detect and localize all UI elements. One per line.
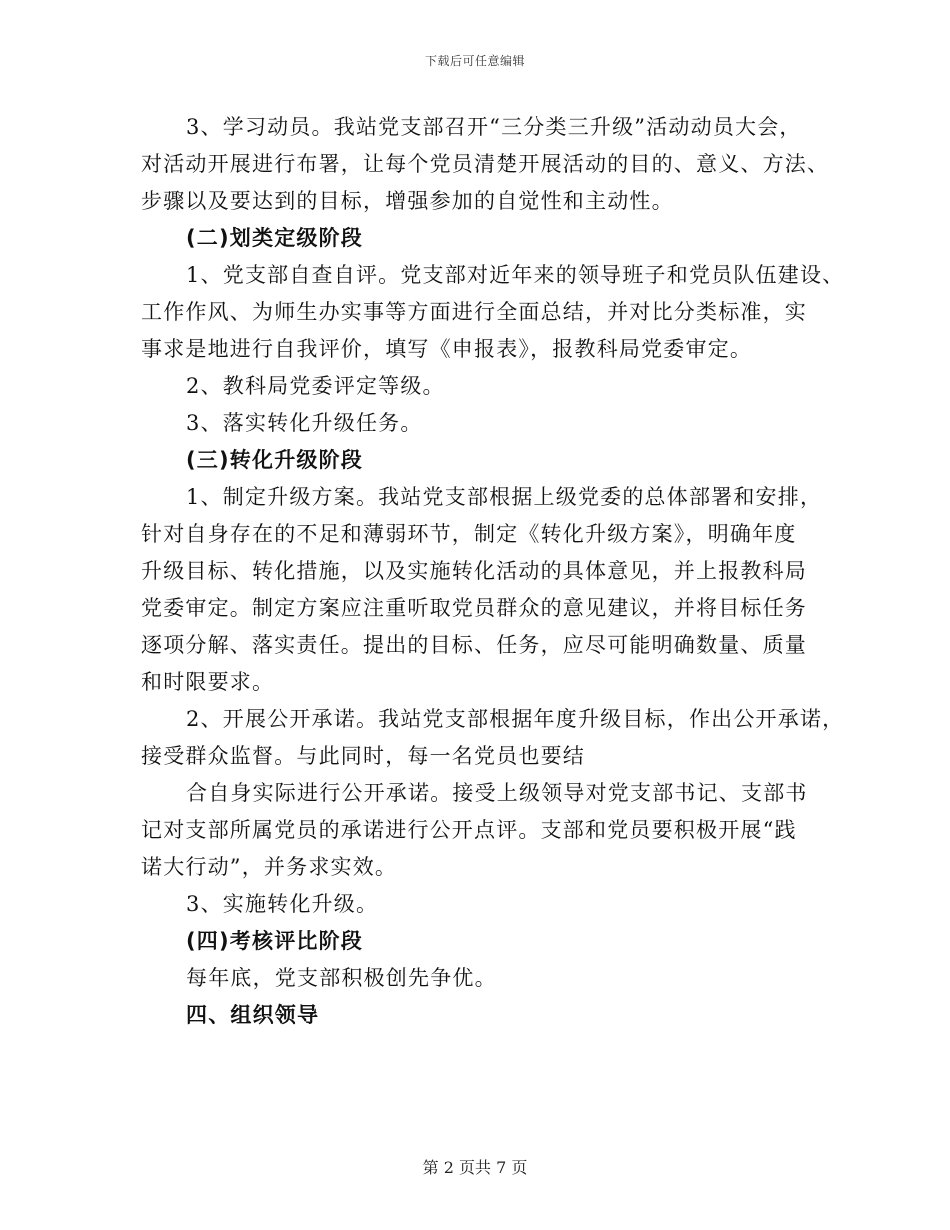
paragraph-line: 工作作风、为师生办实事等方面进行全面总结，并对比分类标准，实 bbox=[141, 300, 807, 324]
page-header: 下载后可任意编辑 bbox=[424, 54, 525, 68]
paragraph-line: 3、学习动员。我站党支部召开“三分类三升级”活动动员大会， bbox=[186, 115, 802, 139]
paragraph-line: 和时限要求。 bbox=[141, 670, 275, 694]
paragraph-line: 每年底，党支部积极创先争优。 bbox=[186, 966, 497, 990]
paragraph-line: 2、开展公开承诺。我站党支部根据年度升级目标，作出公开承诺， bbox=[186, 707, 845, 731]
paragraph-line: 升级目标、转化措施，以及实施转化活动的具体意见，并上报教科局 bbox=[141, 559, 807, 583]
paragraph-line: 事求是地进行自我评价，填写《申报表》，报教科局党委审定。 bbox=[141, 337, 753, 361]
paragraph-line: 1、党支部自查自评。党支部对近年来的领导班子和党员队伍建设、 bbox=[186, 263, 845, 287]
paragraph-line: 党委审定。制定方案应注重听取党员群众的意见建议，并将目标任务 bbox=[141, 596, 807, 620]
paragraph-line: 步骤以及要达到的目标，增强参加的自觉性和主动性。 bbox=[141, 189, 674, 213]
section-heading: (三)转化升级阶段 bbox=[186, 448, 363, 472]
paragraph-line: 针对自身存在的不足和薄弱环节，制定《转化升级方案》，明确年度 bbox=[141, 522, 797, 546]
paragraph-line: 3、实施转化升级。 bbox=[186, 892, 379, 916]
section-heading: (四)考核评比阶段 bbox=[186, 929, 363, 953]
paragraph-line: 3、落实转化升级任务。 bbox=[186, 411, 423, 435]
section-heading: 四、组织领导 bbox=[186, 1003, 320, 1027]
paragraph-line: 合自身实际进行公开承诺。接受上级领导对党支部书记、支部书 bbox=[186, 781, 808, 805]
paragraph-line: 2、教科局党委评定等级。 bbox=[186, 374, 445, 398]
paragraph-line: 1、制定升级方案。我站党支部根据上级党委的总体部署和安排， bbox=[186, 485, 823, 509]
paragraph-line: 诺大行动”，并务求实效。 bbox=[141, 855, 398, 879]
section-heading: (二)划类定级阶段 bbox=[186, 226, 363, 250]
paragraph-line: 对活动开展进行布署，让每个党员清楚开展活动的目的、意义、方法、 bbox=[141, 152, 830, 176]
paragraph-line: 记对支部所属党员的承诺进行公开点评。支部和党员要积极开展“践 bbox=[141, 818, 797, 842]
page-footer: 第 2 页共 7 页 bbox=[422, 1158, 528, 1177]
paragraph-line: 逐项分解、落实责任。提出的目标、任务，应尽可能明确数量、质量 bbox=[141, 633, 807, 657]
paragraph-line: 接受群众监督。与此同时，每一名党员也要结 bbox=[141, 744, 585, 768]
